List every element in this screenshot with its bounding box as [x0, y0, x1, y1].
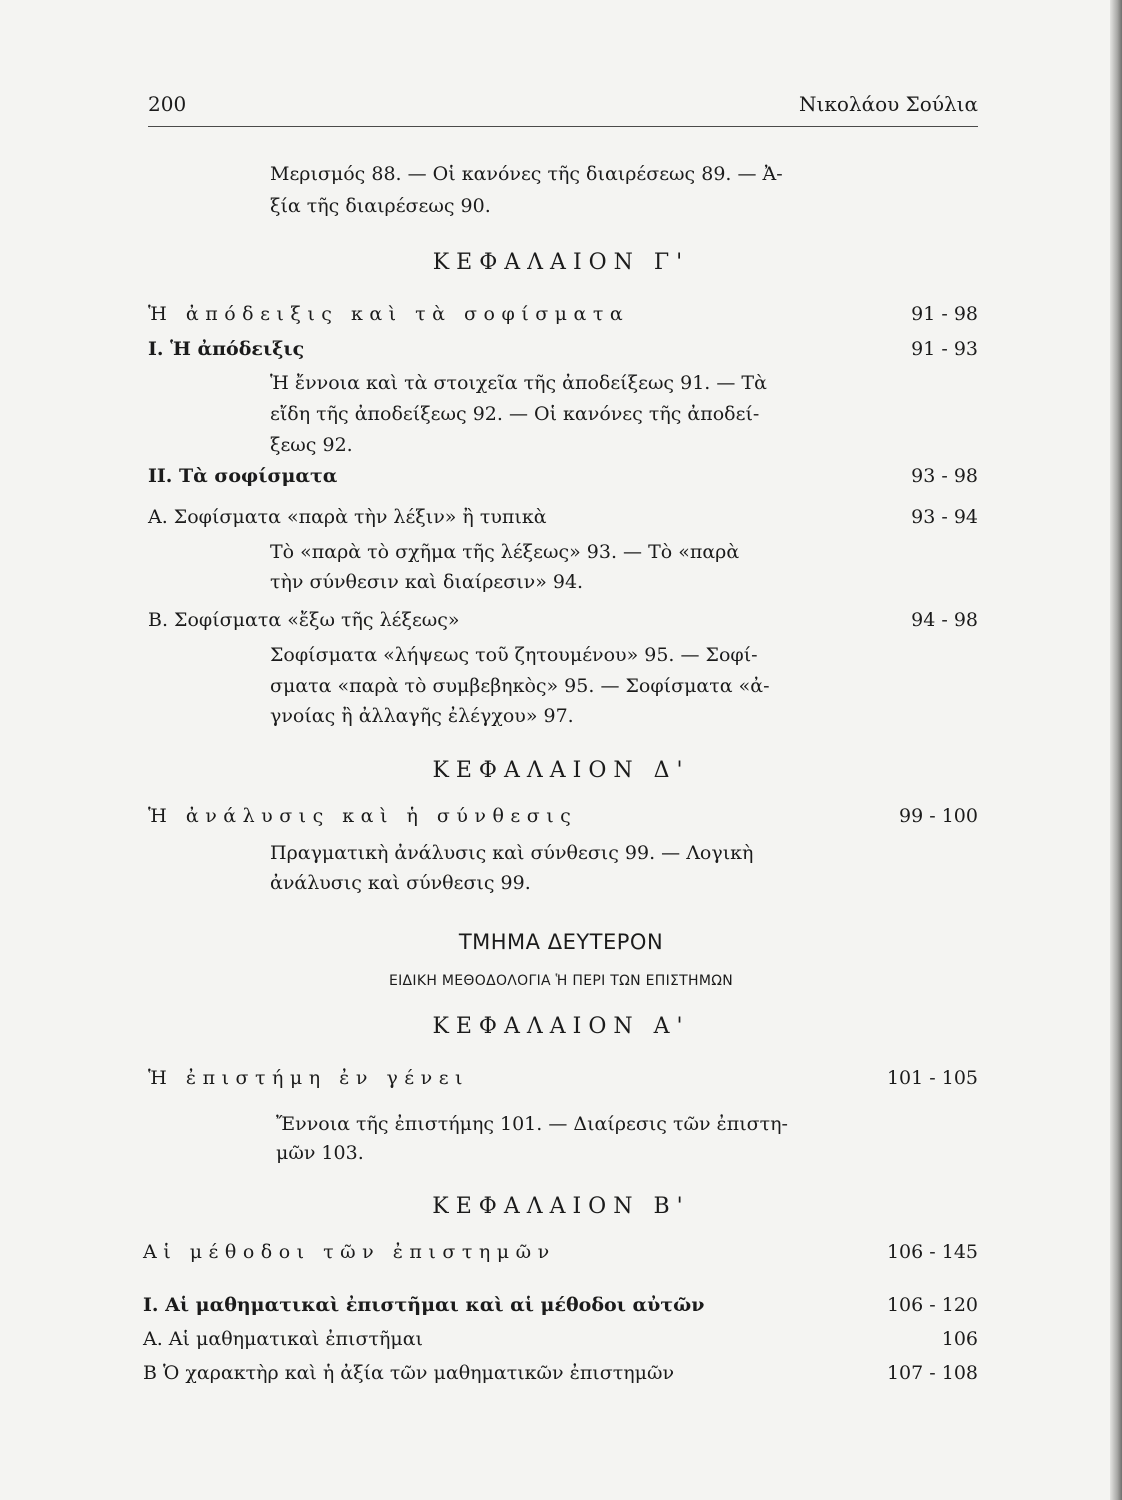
page-edge-shadow	[1110, 0, 1122, 1500]
chapter-title: Ἡ ἀπόδειξις καὶ τὰ σοφίσματα	[148, 303, 630, 325]
page-range: 93 - 98	[911, 465, 978, 487]
section-title: II. Τὰ σοφίσματα	[148, 465, 338, 487]
entry-text: Ἔννοια τῆς ἐπιστήμης 101. — Διαίρεσις τῶν ἐπιστη-	[276, 1113, 788, 1135]
chapter-title: Αἱ μέθοδοι τῶν ἐπιστημῶν	[143, 1241, 556, 1263]
subsection-title: Β. Σοφίσματα «ἔξω τῆς λέξεως»	[148, 609, 460, 631]
entry-text: Μερισμός 88. — Οἱ κανόνες τῆς διαιρέσεως 89. — Ἀ-	[270, 163, 783, 185]
chapter-title: Ἡ ἐπιστήμη ἐν γένει	[148, 1067, 469, 1089]
entry-text: γνοίας ἢ ἀλλαγῆς ἐλέγχου» 97.	[270, 705, 574, 727]
page-range: 101 - 105	[886, 1067, 978, 1089]
entry-text: Σοφίσματα «λήψεως τοῦ ζητουμένου» 95. — Σοφί-	[270, 644, 758, 666]
entry-text: Τὸ «παρὰ τὸ σχῆμα τῆς λέξεως» 93. — Τὸ «παρὰ	[270, 541, 740, 563]
running-head-author: Νικολάου Σούλια	[799, 92, 978, 116]
section-title: I. Ἡ ἀπόδειξις	[148, 338, 305, 360]
entry-text: εἴδη τῆς ἀποδείξεως 92. — Οἱ κανόνες τῆς ἀποδεί-	[270, 403, 760, 425]
page-range: 91 - 98	[911, 303, 978, 325]
entry-text: Πραγματικὴ ἀνάλυσις καὶ σύνθεσις 99. — Λογικὴ	[270, 842, 754, 864]
chapter-heading: ΚΕΦΑΛΑΙΟΝ Α'	[432, 1014, 690, 1039]
page-range: 106	[941, 1328, 978, 1350]
entry-text: τὴν σύνθεσιν καὶ διαίρεσιν» 94.	[270, 571, 584, 593]
entry-text: ἀνάλυσις καὶ σύνθεσις 99.	[270, 872, 531, 894]
subsection-title: Α. Σοφίσματα «παρὰ τὴν λέξιν» ἢ τυπικὰ	[148, 506, 547, 528]
header-rule	[148, 126, 978, 127]
page-range: 106 - 145	[886, 1241, 978, 1263]
entry-text: σματα «παρὰ τὸ συμβεβηκὸς» 95. — Σοφίσματα «ἀ-	[270, 675, 770, 697]
entry-text: ξεως 92.	[270, 434, 353, 456]
chapter-heading: ΚΕΦΑΛΑΙΟΝ Β'	[432, 1194, 690, 1219]
subsection-title: Β Ὁ χαρακτὴρ καὶ ἡ ἀξία τῶν μαθηματικῶν ἐπιστημῶν	[143, 1362, 675, 1384]
chapter-title: Ἡ ἀνάλυσις καὶ ἡ σύνθεσις	[148, 805, 578, 827]
page-number: 200	[148, 92, 187, 116]
page-range: 106 - 120	[886, 1294, 978, 1316]
page-range: 91 - 93	[911, 338, 978, 360]
section-title: I. Αἱ μαθηματικαὶ ἐπιστῆμαι καὶ αἱ μέθοδοι αὐτῶν	[143, 1294, 705, 1316]
entry-text: μῶν 103.	[276, 1142, 364, 1164]
chapter-heading: ΚΕΦΑΛΑΙΟΝ Γ'	[432, 250, 690, 275]
page-range: 99 - 100	[899, 805, 978, 827]
part-subheading: ΕΙΔΙΚΗ ΜΕΘΟΔΟΛΟΓΙΑ Ἡ ΠΕΡΙ ΤΩΝ ΕΠΙΣΤΗΜΩΝ	[388, 973, 734, 989]
entry-text: Ἡ ἔννοια καὶ τὰ στοιχεῖα τῆς ἀποδείξεως 91. — Τὰ	[270, 372, 767, 394]
page-range: 107 - 108	[886, 1362, 978, 1384]
page-range: 93 - 94	[911, 506, 978, 528]
page-range: 94 - 98	[911, 609, 978, 631]
entry-text: ξία τῆς διαιρέσεως 90.	[270, 195, 491, 217]
subsection-title: Α. Αἱ μαθηματικαὶ ἐπιστῆμαι	[143, 1328, 423, 1350]
chapter-heading: ΚΕΦΑΛΑΙΟΝ Δ'	[432, 758, 690, 783]
part-heading: ΤΜΗΜΑ ΔΕΥΤΕΡΟΝ	[458, 930, 664, 954]
